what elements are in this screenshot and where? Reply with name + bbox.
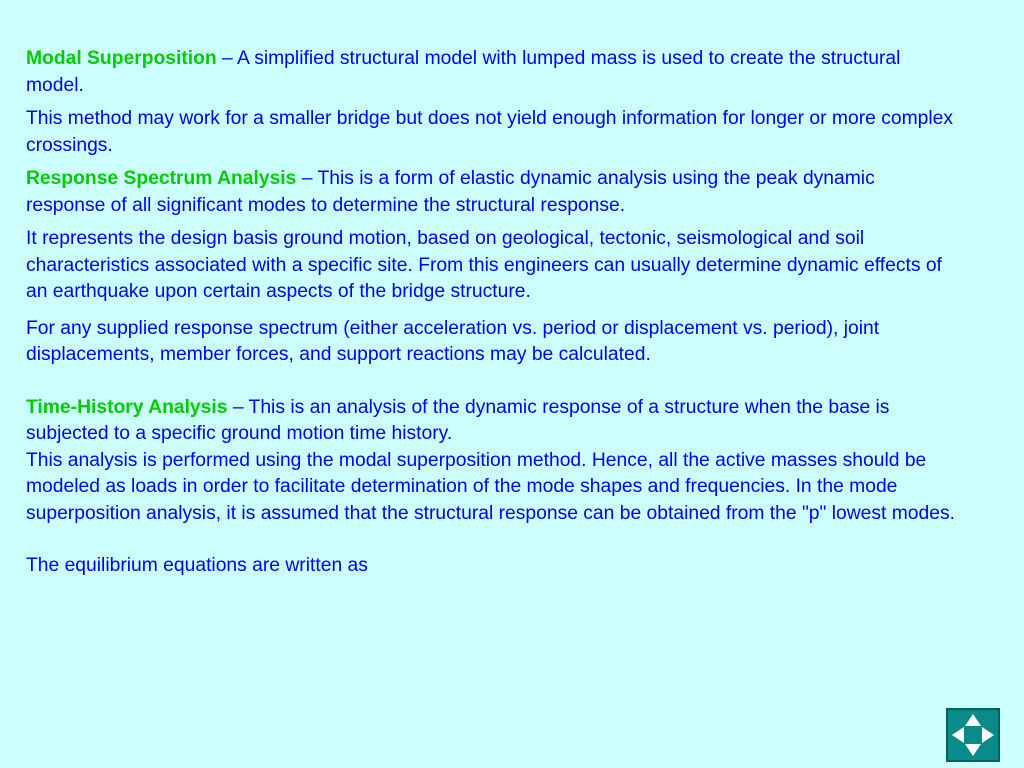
- response-spectrum-term: Response Spectrum Analysis: [26, 168, 297, 189]
- nav-left-arrow-icon[interactable]: [952, 727, 964, 743]
- modal-superposition-paragraph: [26, 46, 956, 99]
- supplied-spectrum-paragraph: For any supplied response spectrum (either acceleration vs. period or displacement vs. period), joint displacements, member forces, and support reactions may be calculated.: [26, 317, 880, 365]
- nav-up-arrow-icon[interactable]: [965, 714, 981, 726]
- response-spectrum-text: – This is a form of elastic dynamic analysis using the peak dynamic response of all significant modes to determine the structural response.: [26, 168, 875, 216]
- equilibrium-paragraph: The equilibrium equations are written as: [26, 555, 368, 576]
- modal-superposition-text: – A simplified structural model with lumped mass is used to create the structural model.: [26, 48, 901, 96]
- response-spectrum-paragraph: [26, 166, 956, 219]
- navigation-arrows-icon: [948, 710, 998, 760]
- nav-right-arrow-icon[interactable]: [982, 727, 994, 743]
- slide-navigation-button[interactable]: [946, 708, 1000, 762]
- slide-content: [26, 46, 956, 580]
- modal-method-paragraph: This analysis is performed using the modal superposition method. Hence, all the active masses should be modeled as loads in order to facilitate determination of the mode shapes and frequencies. In the mode superposition analysis, it is assumed that the structural response can be obtained from the "p" lowest modes.: [26, 449, 955, 524]
- method-note-paragraph: This method may work for a smaller bridge but does not yield enough information for longer or more complex crossings.: [26, 108, 954, 156]
- modal-superposition-term: Modal Superposition: [26, 48, 217, 69]
- time-history-paragraph: [26, 395, 956, 448]
- time-history-term: Time-History Analysis: [26, 396, 228, 418]
- design-basis-paragraph: It represents the design basis ground motion, based on geological, tectonic, seismological and soil characteristics associated with a specific site. From this engineers can usually determine dynamic effects of an earthquake upon certain aspects of the bridge structure.: [26, 228, 942, 302]
- time-history-text: – This is an analysis of the dynamic response of a structure when the base is subjected to a specific ground motion time history.: [26, 396, 890, 444]
- nav-down-arrow-icon[interactable]: [965, 744, 981, 756]
